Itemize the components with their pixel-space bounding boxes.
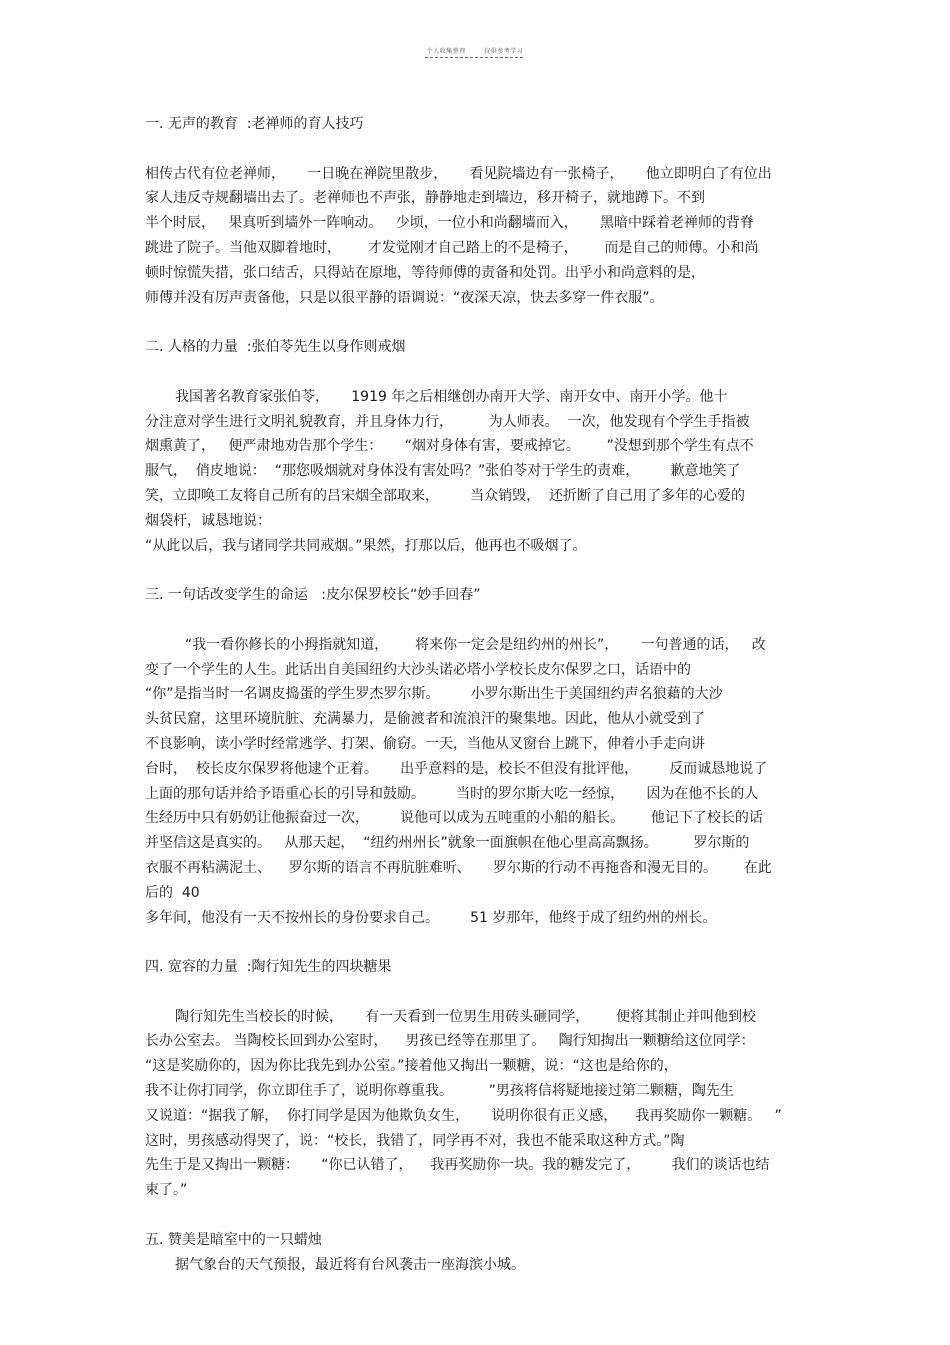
spacer	[145, 360, 810, 385]
spacer	[145, 1203, 810, 1228]
spacer	[145, 608, 810, 633]
paragraph-line: 不良影响，读小学时经常逃学、打架、偷窃。一天，当他从叉窗台上跳下，伸着小手走向讲	[145, 735, 705, 752]
paragraph-line: 跳进了院子。当他双脚着地时， 才发觉刚才自己踏上的不是椅子， 而是自己的师傅。小和尚	[145, 239, 759, 256]
paragraph-line: 衣服不再粘满泥土、 罗尔斯的语言不再肮脏难听、 罗尔斯的行动不再拖沓和漫无目的。 在此	[145, 859, 772, 876]
paragraph-line: 师傅并没有厉声责备他，只是以很平静的语调说：“夜深天凉，快去多穿一件衣服”。	[145, 289, 664, 306]
paragraph-line: 分注意对学生进行文明礼貌教育，并且身体力行， 为人师表。 一次，他发现有个学生手指被	[145, 413, 750, 430]
section-5	[145, 1228, 810, 1278]
header-divider	[425, 57, 523, 58]
paragraph-line: 相传古代有位老禅师， 一日晚在禅院里散步， 看见院墙边有一张椅子， 他立即明白了有位出	[145, 165, 772, 182]
paragraph-line: 烟熏黄了， 便严肃地劝告那个学生： “烟对身体有害，要戒掉它。 ”没想到那个学生有点不	[145, 438, 754, 455]
paragraph-line: 我不让你打同学，你立即住手了，说明你尊重我。 ”男孩将信将疑地接过第二颗糖，陶先生	[145, 1083, 734, 1100]
paragraph-line: “我一看你修长的小拇指就知道， 将来你一定会是纽约州的州长”， 一句普通的话， 改	[185, 636, 766, 653]
paragraph-line: 家人违反寺规翻墙出去了。老禅师也不声张，静静地走到墙边，移开椅子，就地蹲下。不到	[145, 190, 705, 207]
spacer	[145, 980, 810, 1005]
section-title: 四. 宽容的力量 :陶行知先生的四块糖果	[145, 959, 392, 976]
paragraph-line: 顿时惊慌失措，张口结舌，只得站在原地，等待师傅的责备和处罚。出乎小和尚意料的是，	[145, 264, 705, 281]
paragraph-line: 束了。”	[145, 1182, 188, 1199]
paragraph-line: “你”是指当时一名调皮捣蛋的学生罗杰罗尔斯。 小罗尔斯出生于美国纽约声名狼藉的大沙	[145, 686, 723, 703]
section-title: 五. 赞美是暗室中的一只蜡烛	[145, 1231, 322, 1248]
paragraph-line: “从此以后，我与诸同学共同戒烟。”果然，打那以后，他再也不吸烟了。	[145, 537, 587, 554]
section-title: 三. 一句话改变学生的命运 :皮尔保罗校长“妙手回春”	[145, 587, 481, 604]
section-1	[145, 112, 810, 335]
paragraph-line: “这是奖励你的，因为你比我先到办公室。”接着他又掏出一颗糖，说：“这也是给你的，	[145, 1058, 678, 1075]
spacer	[145, 930, 810, 955]
section-2	[145, 335, 810, 583]
document-body	[145, 112, 810, 1277]
paragraph-line: 先生于是又掏出一颗糖： “你已认错了， 我再奖励你一块。我的糖发完了， 我们的谈话也结	[145, 1157, 770, 1174]
spacer	[145, 558, 810, 583]
paragraph-line: 后的 40	[145, 884, 200, 901]
section-title: 二. 人格的力量 :张伯苓先生以身作则戒烟	[145, 339, 406, 356]
header-right-text: 仅供参考学习	[484, 48, 524, 55]
paragraph-line: 笑，立即唤工友将自己所有的吕宋烟全部取来， 当众销毁， 还折断了自己用了多年的心爱的	[145, 487, 746, 504]
section-title: 一. 无声的教育 :老禅师的育人技巧	[145, 116, 364, 132]
spacer	[145, 137, 810, 162]
paragraph-line: 并坚信这是真实的。 从那天起， “纽约州州长”就象一面旗帜在他心里高高飘扬。 罗尔斯的	[145, 835, 750, 852]
paragraph-line: 头贫民窟，这里环境肮脏、充满暴力，是偷渡者和流浪汗的聚集地。因此，他从小就受到了	[145, 711, 705, 728]
paragraph-line: 烟袋杆，诚恳地说：	[145, 512, 271, 529]
paragraph-line: 又说道：“据我了解， 你打同学是因为他欺负女生， 说明你很有正义感， 我再奖励你一颗糖。 ”	[145, 1107, 782, 1124]
paragraph-line: 服气， 俏皮地说： “那您吸烟就对身体没有害处吗？”张伯苓对于学生的责难， 歉意地笑了	[145, 463, 741, 480]
section-3	[145, 583, 810, 955]
spacer	[145, 310, 810, 335]
section-4	[145, 955, 810, 1228]
paragraph-line: 这时，男孩感动得哭了，说：“校长，我错了，同学再不对，我也不能采取这种方式。”陶	[145, 1132, 685, 1149]
paragraph-line: 我国著名教育家张伯苓， 1919 年之后相继创办南开大学、南开女中、南开小学。他十	[175, 388, 728, 405]
paragraph-line: 据气象台的天气预报，最近将有台风袭击一座海滨小城。	[175, 1256, 525, 1273]
page-header	[0, 46, 950, 55]
paragraph-line: 半个时辰， 果真听到墙外一阵响动。 少顷，一位小和尚翻墙而入， 黑暗中踩着老禅师的背脊	[145, 215, 754, 232]
paragraph-line: 生经历中只有奶奶让他振奋过一次， 说他可以成为五吨重的小船的船长。 他记下了校长的话	[145, 810, 763, 827]
paragraph-line: 上面的那句话并给予语重心长的引导和鼓励。 当时的罗尔斯大吃一经惊， 因为在他不长的人	[145, 785, 759, 802]
header-left-text: 个人收集整理	[426, 48, 466, 55]
paragraph-line: 台时， 校长皮尔保罗将他逮个正着。 出乎意料的是，校长不但没有批评他， 反而诚恳地说了	[145, 760, 768, 777]
paragraph-line: 多年间，他没有一天不按州长的身份要求自己。 51 岁那年，他终于成了纽约州的州长。	[145, 909, 717, 926]
paragraph-line: 长办公室去。 当陶校长回到办公室时， 男孩已经等在那里了。 陶行知掏出一颗糖给这位同学：	[145, 1033, 755, 1050]
paragraph-line: 陶行知先生当校长的时候， 有一天看到一位男生用砖头砸同学， 便将其制止并叫他到校	[175, 1008, 756, 1025]
paragraph-line: 变了一个学生的人生。此话出自美国纽约大沙头诺必塔小学校长皮尔保罗之口，话语中的	[145, 661, 691, 678]
